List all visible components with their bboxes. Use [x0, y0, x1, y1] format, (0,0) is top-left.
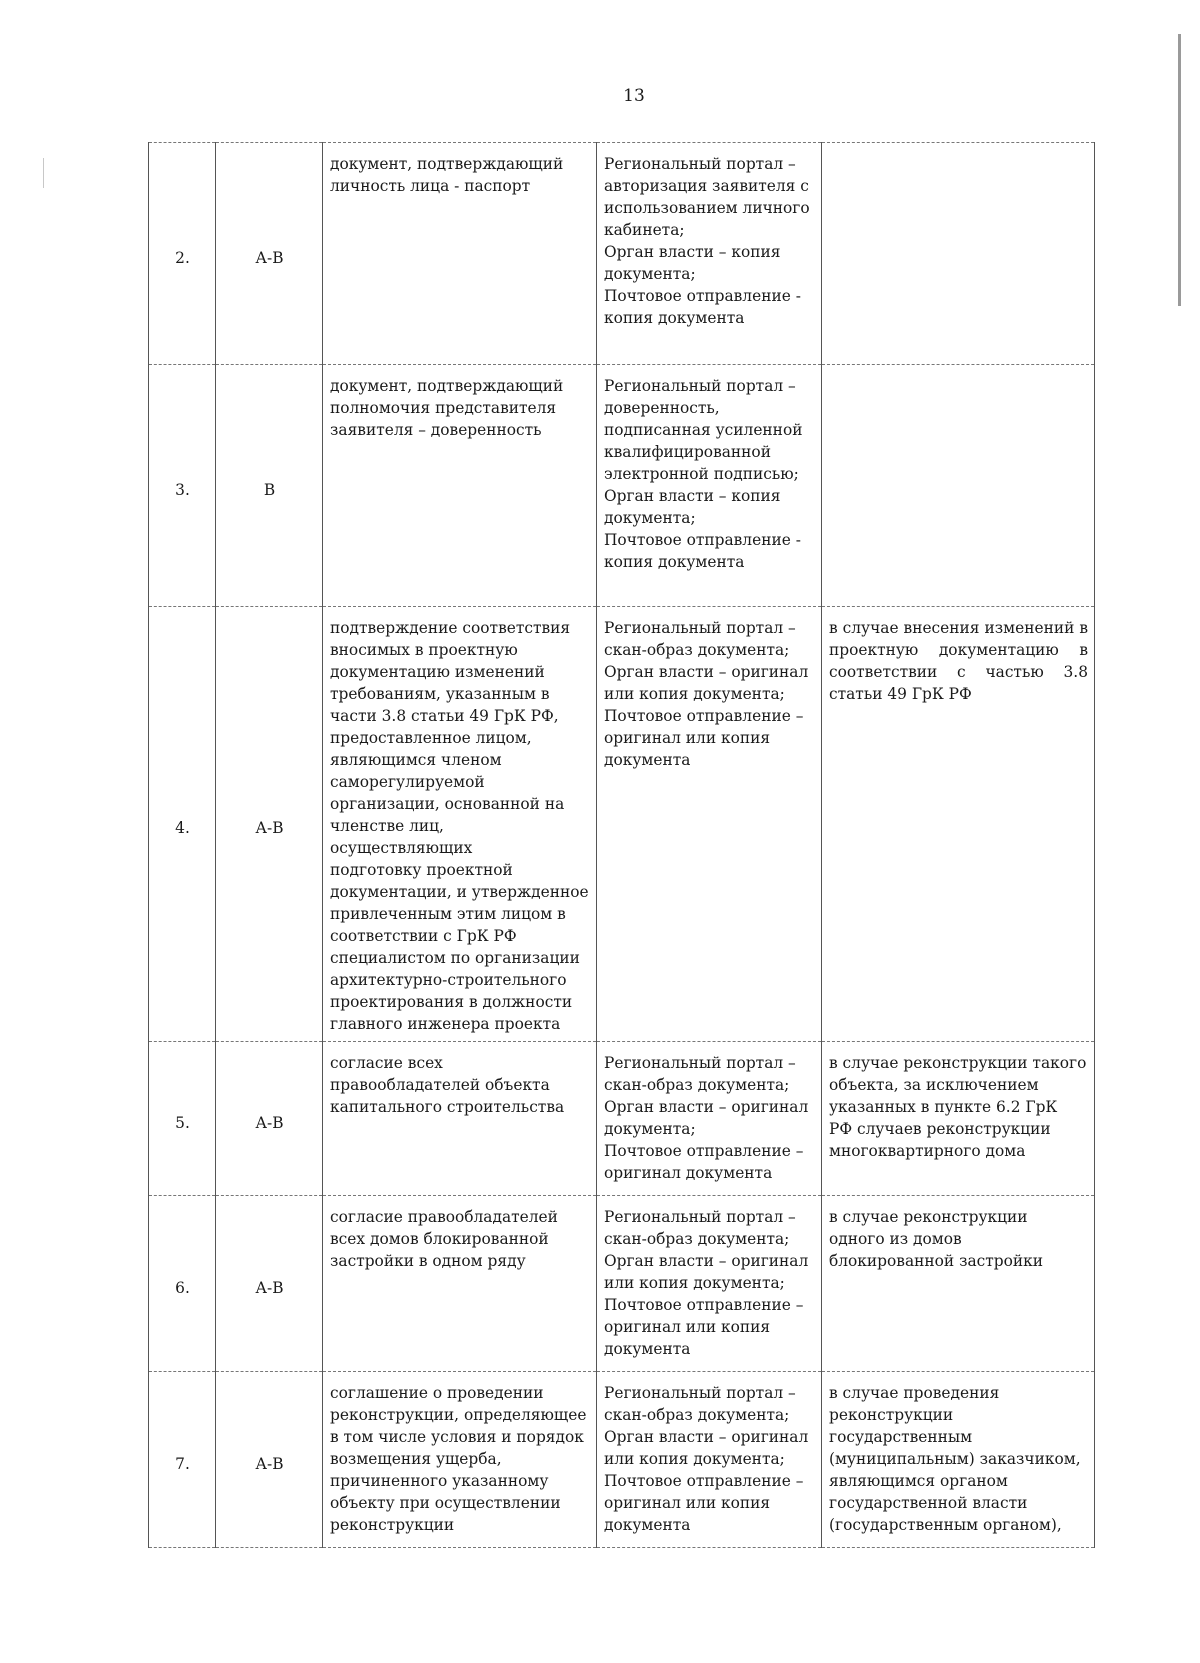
table-row [149, 365, 1095, 607]
condition: в случае реконструкции одного из домов блокированной застройки [822, 1196, 1095, 1372]
condition: в случае реконструкции такого объекта, за исключением указанных в пункте 6.2 ГрК РФ случаев реконструкции многоквартирного дома [822, 1042, 1095, 1196]
document-name: согласие правообладателей всех домов блокированной застройки в одном ряду [323, 1196, 597, 1372]
condition [822, 143, 1095, 365]
table-row [149, 1042, 1095, 1196]
applicant-category: В [216, 365, 323, 607]
document-name: документ, подтверждающий полномочия представителя заявителя – доверенность [323, 365, 597, 607]
condition: в случае проведения реконструкции государственным (муниципальным) заказчиком, являющимся органом государственной власти (государственным органом), [822, 1372, 1095, 1548]
document-name: согласие всех правообладателей объекта капитального строительства [323, 1042, 597, 1196]
submission-method: Региональный портал – скан-образ документа; Орган власти – оригинал или копия документа; Почтовое отправление – оригинал или копия документа [597, 1372, 822, 1548]
submission-method: Региональный портал – скан-образ документа; Орган власти – оригинал документа; Почтовое отправление – оригинал документа [597, 1042, 822, 1196]
table-row [149, 607, 1095, 1042]
applicant-category: А-В [216, 607, 323, 1042]
applicant-category: А-В [216, 1372, 323, 1548]
row-number: 2. [149, 143, 216, 365]
documents-table [148, 142, 1095, 1548]
condition [822, 365, 1095, 607]
submission-method: Региональный портал – авторизация заявителя с использованием личного кабинета; Орган власти – копия документа; Почтовое отправление - копия документа [597, 143, 822, 365]
submission-method: Региональный портал – доверенность, подписанная усиленной квалифицированной электронной подписью; Орган власти – копия документа; Почтовое отправление - копия документа [597, 365, 822, 607]
document-name: соглашение о проведении реконструкции, определяющее в том числе условия и порядок возмещения ущерба, причиненного указанному объекту при осуществлении реконструкции [323, 1372, 597, 1548]
applicant-category: А-В [216, 1196, 323, 1372]
scan-speck [43, 158, 44, 188]
document-name: подтверждение соответствия вносимых в проектную документацию изменений требованиям, указанным в части 3.8 статьи 49 ГрК РФ, предоставленное лицом, являющимся членом саморегулируемой организации, основанной на членстве лиц, осуществляющих подготовку проектной документации, и утвержденное привлеченным этим лицом в соответствии с ГрК РФ специалистом по организации архитектурно-строительного проектирования в должности главного инженера проекта [323, 607, 597, 1042]
submission-method: Региональный портал – скан-образ документа; Орган власти – оригинал или копия документа; Почтовое отправление – оригинал или копия документа [597, 607, 822, 1042]
row-number: 6. [149, 1196, 216, 1372]
row-number: 3. [149, 365, 216, 607]
row-number: 7. [149, 1372, 216, 1548]
row-number: 5. [149, 1042, 216, 1196]
submission-method: Региональный портал – скан-образ документа; Орган власти – оригинал или копия документа; Почтовое отправление – оригинал или копия документа [597, 1196, 822, 1372]
page-number: 13 [623, 86, 645, 106]
table-row [149, 1372, 1095, 1548]
row-number: 4. [149, 607, 216, 1042]
scan-edge-mark [1178, 34, 1181, 306]
table-row [149, 1196, 1095, 1372]
table-row [149, 143, 1095, 365]
applicant-category: А-В [216, 143, 323, 365]
document-name: документ, подтверждающий личность лица - паспорт [323, 143, 597, 365]
condition: в случае внесения изменений в проектную документацию в соответствии с частью 3.8 статьи 49 ГрК РФ [822, 607, 1095, 1042]
applicant-category: А-В [216, 1042, 323, 1196]
